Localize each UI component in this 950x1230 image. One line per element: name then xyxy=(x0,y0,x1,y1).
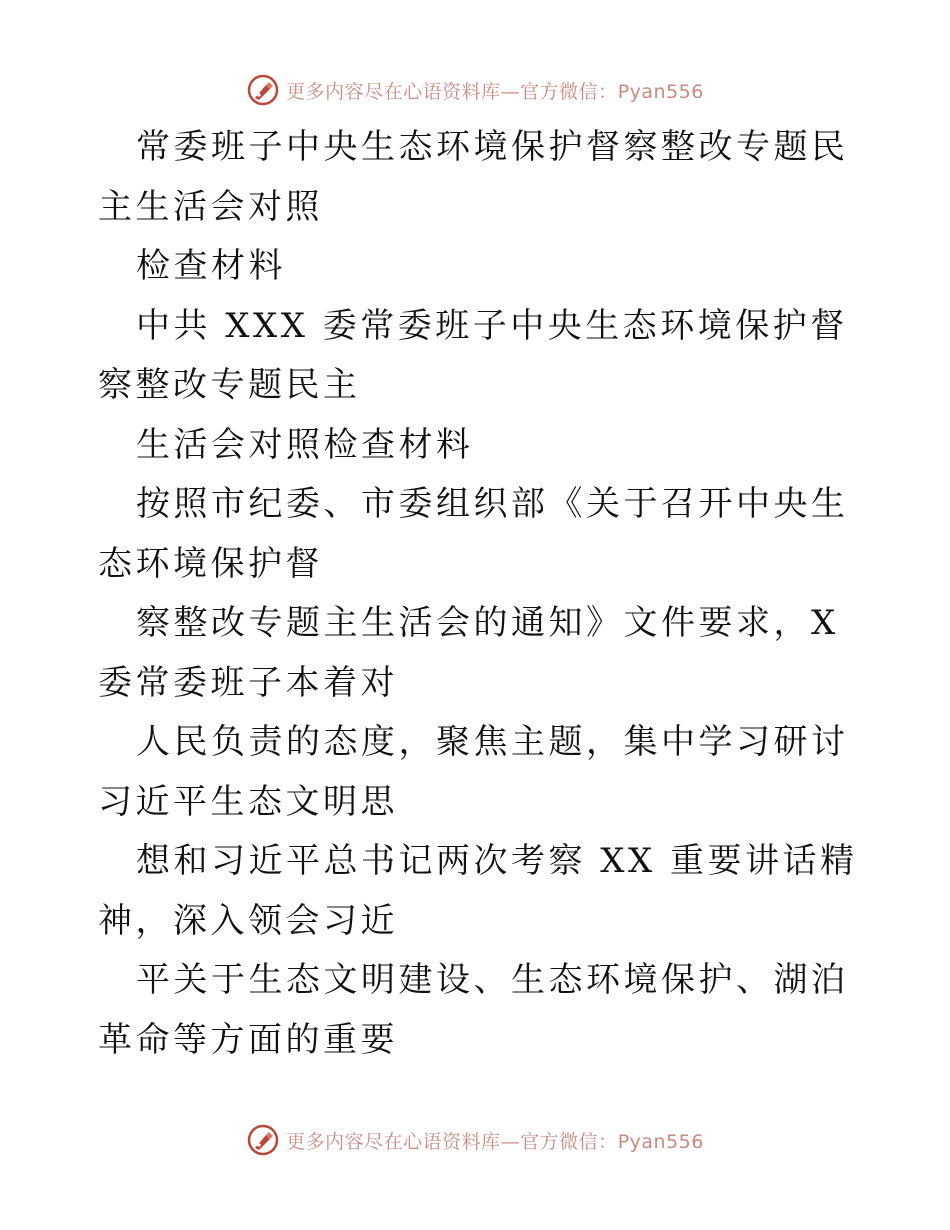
header-banner xyxy=(0,70,950,110)
footer-text xyxy=(286,1127,704,1154)
document-title-line-1: 常委班子中央生态环境保护督察整改专题民主生活会对照 xyxy=(98,127,849,227)
wechat-id: Pyan556 xyxy=(617,80,704,103)
brand-text: 更多内容尽在心语资料库 xyxy=(286,1130,501,1153)
header-text xyxy=(286,77,704,104)
separator-dash: — xyxy=(500,80,521,103)
footer-banner xyxy=(0,1120,950,1160)
body-paragraph: 想和习近平总书记两次考察 XX 重要讲话精神，深入领会习近 xyxy=(98,841,858,941)
separator-dash: — xyxy=(500,1130,521,1153)
wechat-id: Pyan556 xyxy=(617,1130,704,1153)
wechat-label: 官方微信： xyxy=(520,80,618,103)
pen-nib-circle-icon xyxy=(246,73,280,107)
pen-nib-circle-icon xyxy=(246,1123,280,1157)
body-paragraph: 察整改专题主生活会的通知》文件要求，X委常委班子本着对 xyxy=(98,603,839,703)
body-paragraph: 平关于生态文明建设、生态环境保护、湖泊革命等方面的重要 xyxy=(98,960,849,1060)
body-paragraph: 按照市纪委、市委组织部《关于召开中央生态环境保护督 xyxy=(98,484,849,584)
document-title-line-2: 检查材料 xyxy=(136,246,286,286)
brand-text: 更多内容尽在心语资料库 xyxy=(286,80,501,103)
body-paragraph: 人民负责的态度，聚焦主题，集中学习研讨习近平生态文明思 xyxy=(98,722,849,822)
document-body xyxy=(98,118,858,1070)
document-subtitle-line-2: 生活会对照检查材料 xyxy=(136,424,474,465)
document-subtitle-line-1: 中共 XXX 委常委班子中央生态环境保护督察整改专题民主 xyxy=(98,305,848,405)
wechat-label: 官方微信： xyxy=(520,1130,618,1153)
